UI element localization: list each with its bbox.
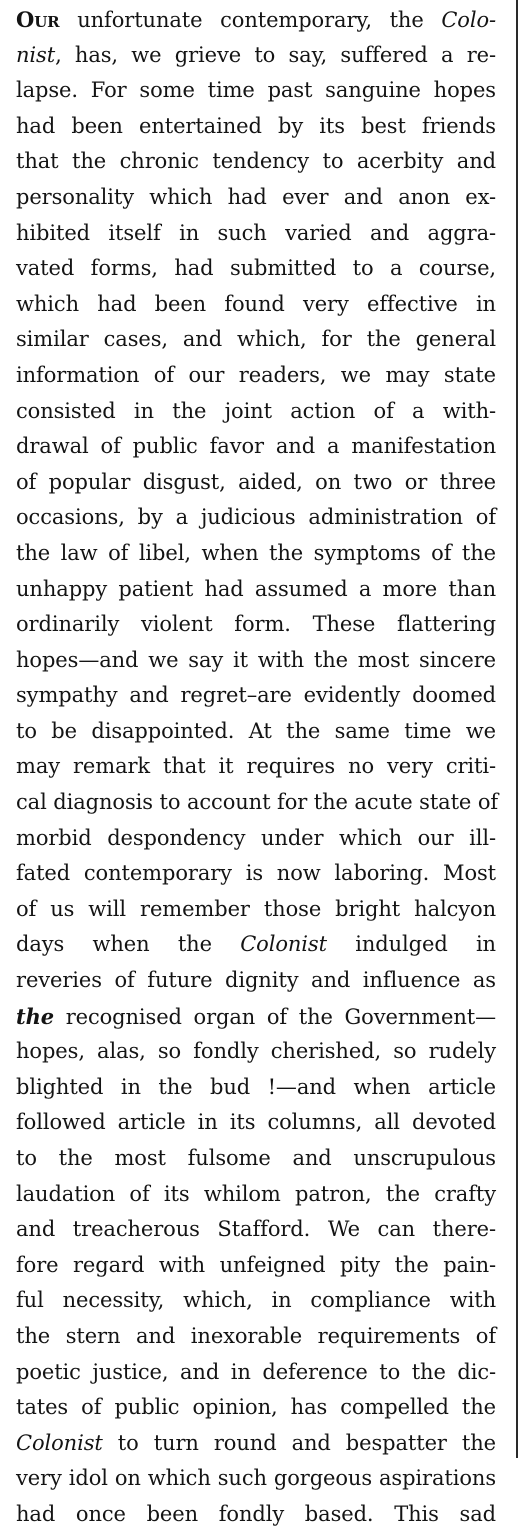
text-run: followed article in its columns, all devoted xyxy=(16,1110,496,1135)
text-run: vated forms, had submitted to a course, xyxy=(16,256,496,281)
article-line xyxy=(16,109,496,145)
article-line xyxy=(16,144,496,180)
article-line xyxy=(16,821,496,857)
article-line xyxy=(16,963,496,999)
text-run: personality which had ever and anon ex- xyxy=(16,184,496,209)
article-line xyxy=(16,287,496,323)
text-run: which had been found very effective in xyxy=(16,291,496,316)
text-run: information of our readers, we may state xyxy=(16,362,496,387)
text-run: consisted in the joint action of a with- xyxy=(16,398,496,423)
article-line xyxy=(16,999,496,1035)
text-run: ordinarily violent form. These flattering xyxy=(16,612,496,637)
text-run: to turn round and bespatter the xyxy=(102,1430,496,1455)
article-line xyxy=(16,1212,496,1248)
text-run: Colo- xyxy=(441,8,496,32)
text-run: laudation of its whilom patron, the crafty xyxy=(16,1181,496,1206)
text-run: morbid despondency under which our ill- xyxy=(16,825,496,850)
text-run: that the chronic tendency to acerbity and xyxy=(16,149,496,174)
text-run: indulged in xyxy=(326,932,496,957)
text-run: ful necessity, which, in compliance with xyxy=(16,1288,496,1313)
text-run: tates of public opinion, has compelled the xyxy=(16,1395,496,1420)
text-run: days when the xyxy=(16,932,241,957)
article-line xyxy=(16,429,496,465)
article-line xyxy=(16,678,496,714)
text-run: had once been fondly based. This sad xyxy=(16,1501,496,1526)
text-run: unfortunate contemporary, the xyxy=(59,8,442,32)
text-run: had been entertained by its best friends xyxy=(16,113,496,138)
article-line xyxy=(16,1426,496,1462)
text-run: very idol on which such gorgeous aspirations xyxy=(16,1466,496,1491)
text-run: occasions, by a judicious administration of xyxy=(16,505,496,530)
column-rule xyxy=(516,0,518,1458)
article-line xyxy=(16,1355,496,1391)
text-run: to be disappointed. At the same time we xyxy=(16,718,496,743)
article-line xyxy=(16,927,496,963)
article-line xyxy=(16,394,496,430)
article-body xyxy=(16,2,499,1533)
article-line xyxy=(16,643,496,679)
text-run: drawal of public favor and a manifestation xyxy=(16,434,496,459)
text-run: Colonist xyxy=(16,1430,103,1455)
text-run: reveries of future dignity and influence as xyxy=(16,968,496,993)
text-run: may remark that it requires no very criti- xyxy=(16,754,496,779)
article-line xyxy=(16,1319,496,1355)
text-run: recognised organ of the Government— xyxy=(54,1004,496,1029)
article-line xyxy=(16,2,496,38)
article-line xyxy=(16,749,496,785)
text-run: Our xyxy=(16,7,60,32)
text-run: hibited itself in such varied and aggra- xyxy=(16,220,496,245)
article-line xyxy=(16,536,496,572)
text-run: lapse. For some time past sanguine hopes xyxy=(16,78,496,103)
text-run: of popular disgust, aided, on two or three xyxy=(16,469,496,494)
article-line xyxy=(16,1390,496,1426)
article-line xyxy=(16,73,496,109)
text-run: cal diagnosis to account for the acute state of xyxy=(16,790,499,815)
article-line xyxy=(16,785,499,821)
text-run: poetic justice, and in deference to the dic- xyxy=(16,1359,496,1384)
article-line xyxy=(16,358,496,394)
article-line xyxy=(16,500,496,536)
article-line xyxy=(16,1497,496,1533)
text-run: hopes—and we say it with the most sincere xyxy=(16,647,496,672)
text-run: to the most fulsome and unscrupulous xyxy=(16,1146,496,1170)
article-line xyxy=(16,1070,496,1106)
article-line xyxy=(16,465,496,501)
text-run: the stern and inexorable requirements of xyxy=(16,1323,496,1348)
text-run: fore regard with unfeigned pity the pain- xyxy=(16,1252,496,1277)
text-run: similar cases, and which, for the general xyxy=(16,327,496,352)
article-line xyxy=(16,216,496,252)
article-line xyxy=(16,714,496,750)
article-line xyxy=(16,1283,496,1319)
text-run: unhappy patient had assumed a more than xyxy=(16,576,496,601)
article-line xyxy=(16,1141,496,1177)
article-line xyxy=(16,1461,496,1497)
text-run: the law of libel, when the symptoms of the xyxy=(16,540,496,565)
article-line xyxy=(16,572,496,608)
article-line xyxy=(16,607,496,643)
article-line xyxy=(16,1105,496,1141)
article-line xyxy=(16,180,496,216)
text-run: fated contemporary is now laboring. Most xyxy=(16,861,496,886)
text-run: the xyxy=(16,1003,55,1029)
text-run: nist xyxy=(16,42,56,67)
text-run: blighted in the bud !—and when article xyxy=(16,1074,496,1099)
article-line xyxy=(16,251,496,287)
article-line xyxy=(16,1248,496,1284)
text-run: hopes, alas, so fondly cherished, so rudely xyxy=(16,1039,496,1064)
text-run: Colonist xyxy=(240,932,327,957)
article-line xyxy=(16,322,496,358)
text-run: sympathy and regret–are evidently doomed xyxy=(16,683,496,708)
text-run: of us will remember those bright halcyon xyxy=(16,896,496,921)
article-line xyxy=(16,1034,496,1070)
article-line xyxy=(16,1177,496,1213)
article-line xyxy=(16,856,496,892)
text-run: , has, we grieve to say, suffered a re- xyxy=(55,42,496,67)
text-run: and treacherous Stafford. We can there- xyxy=(16,1217,496,1242)
article-line xyxy=(16,892,496,928)
article-line xyxy=(16,38,496,74)
